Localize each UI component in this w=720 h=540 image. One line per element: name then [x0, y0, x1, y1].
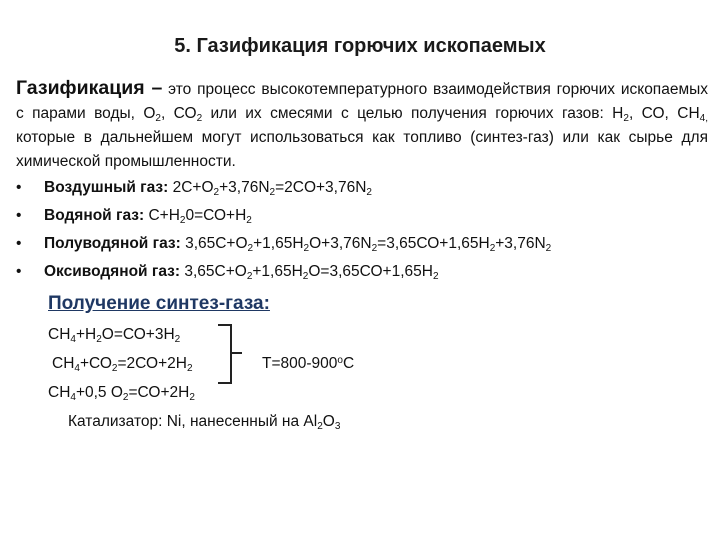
formula-part: О+3,76N: [309, 235, 372, 252]
formula-part: +3,76N: [495, 235, 546, 252]
definition-term: Газификация –: [16, 77, 163, 99]
subscript: 2: [122, 392, 129, 403]
subscript: 2: [213, 187, 220, 198]
bullet-marker: •: [16, 263, 22, 280]
gas-name: Водяной газ:: [44, 207, 145, 224]
reaction-2: [52, 355, 193, 373]
definition-line-1: это процесс высокотемпературного взаимодействия горючих: [162, 81, 615, 98]
bullet-air-gas: [16, 174, 551, 202]
bullet-marker: •: [16, 207, 22, 224]
subscript: 2: [269, 187, 276, 198]
formula-part: 3,65С+О: [180, 235, 248, 252]
subscript: 2: [174, 334, 181, 345]
temperature-text: Т=800-900: [262, 355, 338, 372]
formula-part: 2С+О: [168, 179, 214, 196]
gas-name: Воздушный газ:: [44, 179, 169, 196]
subscript: 2: [366, 187, 372, 198]
formula-part: 3,65С+О: [180, 263, 247, 280]
formula-part: +СО: [79, 355, 112, 372]
subscript: 2: [196, 113, 203, 124]
gas-types-list: [16, 174, 551, 286]
bullet-marker: •: [16, 235, 22, 252]
formula-part: О=СО+3Н: [101, 326, 175, 343]
formula-part: СН: [48, 326, 71, 343]
formula-part: =2СО+2Н: [117, 355, 187, 372]
superscript: о: [337, 355, 343, 366]
subscript: 4,: [699, 113, 708, 124]
subscript: 2: [246, 271, 253, 282]
catalyst-text: O: [322, 413, 335, 430]
formula-part: +Н: [75, 326, 97, 343]
subscript: 2: [96, 334, 102, 345]
subscript: 2: [432, 271, 439, 282]
subscript: 2: [246, 215, 252, 226]
definition-paragraph: [16, 76, 708, 174]
definition-line-3a: газов: Н: [561, 105, 624, 122]
subscript: 3: [334, 421, 341, 432]
bullet-marker: •: [16, 179, 22, 196]
subscript: 2: [317, 421, 323, 432]
formula-part: =3,65СО+1,65Н: [377, 235, 490, 252]
subscript: 2: [623, 113, 629, 124]
bullet-water-gas: [16, 202, 551, 230]
subscript: 2: [186, 363, 193, 374]
subscript: 2: [111, 363, 118, 374]
catalyst-text: Катализатор: Ni, нанесенный на Al: [68, 413, 318, 430]
subscript: 4: [74, 363, 80, 374]
formula-part: С+Н: [144, 207, 180, 224]
subscript: 2: [247, 243, 254, 254]
bracket: [230, 352, 242, 354]
subscript: 2: [489, 243, 496, 254]
subscript: 2: [371, 243, 378, 254]
gas-name: Оксиводяной газ:: [44, 263, 181, 280]
definition-line-2c: или их смесями с целью получения горючих: [202, 105, 554, 122]
bracket: [230, 324, 232, 384]
definition-line-4: (синтез-газ) или как сырье для химической промышленности.: [16, 129, 708, 170]
temperature-condition: [262, 355, 354, 373]
subscript: 2: [302, 271, 309, 282]
subscript: 2: [155, 113, 161, 124]
subscript: 4: [70, 334, 76, 345]
formula-part: =СО+2Н: [128, 384, 190, 401]
formula-part: =2CO+3,76N: [275, 179, 367, 196]
formula-part: +3,76N: [219, 179, 270, 196]
formula-part: О=3,65СО+1,65Н: [308, 263, 433, 280]
formula-part: +0,5 О: [75, 384, 123, 401]
formula-part: СН: [48, 384, 71, 401]
subscript: 4: [70, 392, 76, 403]
bracket: [218, 382, 232, 384]
definition-line-3c: которые в дальнейшем могут использоваться как топливо: [16, 129, 462, 146]
slide-title: 5. Газификация горючих ископаемых: [174, 35, 546, 57]
subscript: 2: [545, 243, 552, 254]
subscript: 2: [189, 392, 195, 403]
subscript: 2: [179, 215, 186, 226]
bullet-semi-water-gas: [16, 230, 551, 258]
formula-part: СН: [52, 355, 75, 372]
formula-part: 0=СО+Н: [185, 207, 247, 224]
reaction-1: [48, 326, 180, 344]
reaction-3: [48, 384, 195, 402]
temperature-unit: С: [342, 355, 355, 372]
definition-line-3b: , СО, СН: [628, 105, 700, 122]
gas-name: Полуводяной газ:: [44, 235, 181, 252]
formula-part: +1,65Н: [253, 235, 304, 252]
catalyst-note: [68, 413, 340, 431]
section-title: Получение синтез-газа:: [48, 293, 270, 314]
definition-line-2b: , СО: [160, 105, 197, 122]
formula-part: +1,65Н: [252, 263, 303, 280]
definition-line-2a: ископаемых с парами воды, О: [16, 81, 708, 122]
subscript: 2: [303, 243, 310, 254]
bullet-oxy-water-gas: [16, 258, 551, 286]
